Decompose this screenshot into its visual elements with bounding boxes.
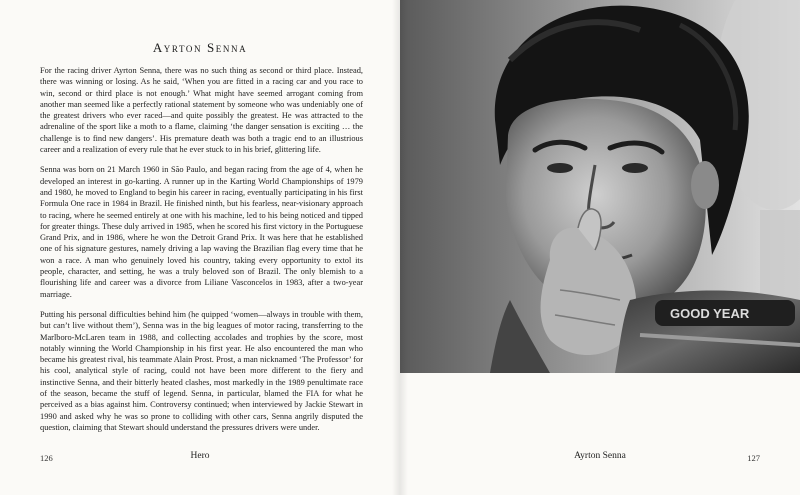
portrait-illustration <box>400 0 800 373</box>
goodyear-patch-text: GOOD YEAR <box>670 306 750 321</box>
page-number-left: 126 <box>40 453 53 463</box>
paragraph-1: For the racing driver Ayrton Senna, there was no such thing as second or third place. Instead, there was winning or losing. As he said, ‘When you are fitted in a racing car and you race to win, second or third place is not enough.’ What might have seemed arrogant coming from another man seemed like a perfectly rational statement by someone who was undeniably one of the greatest drivers who ever raced—and quite possibly the greatest. He was attracted to the adrenaline of the sport like a moth to a flame, claiming ‘the danger sensation is exciting … the challenge is to find new dangers’. His premature death was both a tragic end to an illustrious career and a realization of every rule that he ever stuck to in his brief, glittering life. <box>40 66 363 155</box>
page-number-right: 127 <box>747 453 760 463</box>
paragraph-2: Senna was born on 21 March 1960 in São Paulo, and began racing from the age of 4, when he developed an interest in go-karting. A runner up in the Karting World Championships of 1979 and 1980, he moved to England to begin his career in racing, eventually participating in his first Formula One race in 1984 in Brazil. He finished ninth, but his fearless, near-visionary approach to racing, where he seemed entirely at one with his machine, led to his being noticed and tipped for greater things. These duly arrived in 1985, when he scored his first victory in the Portuguese Grand Prix, and in 1986, where he won the Detroit Grand Prix. It was here that he established one of his signature gestures, namely driving a lap waving the Brazilian flag every time that he won a race. A man who genuinely loved his country, taking every opportunity to extol its people, character, and setting, he was a truly beloved son of Brazil. The only blemish to a flourishing life and career was a divorce from Liliane Vasconcelos in 1983, after a two-year marriage. <box>40 165 363 299</box>
paragraph-3: Putting his personal difficulties behind him (he quipped ‘women—always in trouble with them, but can’t live without them’), Senna was in the big leagues of motor racing, transferring to the Marlboro-McLaren team in 1988, and collecting accolades and trophies by the score, most notably winning the World Championship in his first year. He also encountered the man who became his greatest rival, his teammate Alain Prost. Prost, a man nicknamed ‘The Professor’ for his cool, analytical style of racing, could not have been more different to the fiery and instinctive Senna, and their bitterly heated clashes, most markedly in the 1989 penultimate race of the season, became the stuff of legend. Senna, in particular, blamed the FIA for what he perceived as a bias against him. Controversy continued; when interviewed by Jackie Stewart in 1990 and asked why he was so prone to colliding with other cars, Senna angrily disputed the question, claiming that Stewart should understand the pressures drivers were under. <box>40 309 363 432</box>
body-text <box>40 65 363 442</box>
chapter-title: Ayrton Senna <box>152 40 248 55</box>
book-gutter-shadow <box>392 0 408 495</box>
running-head-left: Hero <box>190 451 210 461</box>
running-head-right: Ayrton Senna <box>574 451 626 461</box>
right-page <box>400 0 800 495</box>
portrait-photo <box>400 0 800 373</box>
